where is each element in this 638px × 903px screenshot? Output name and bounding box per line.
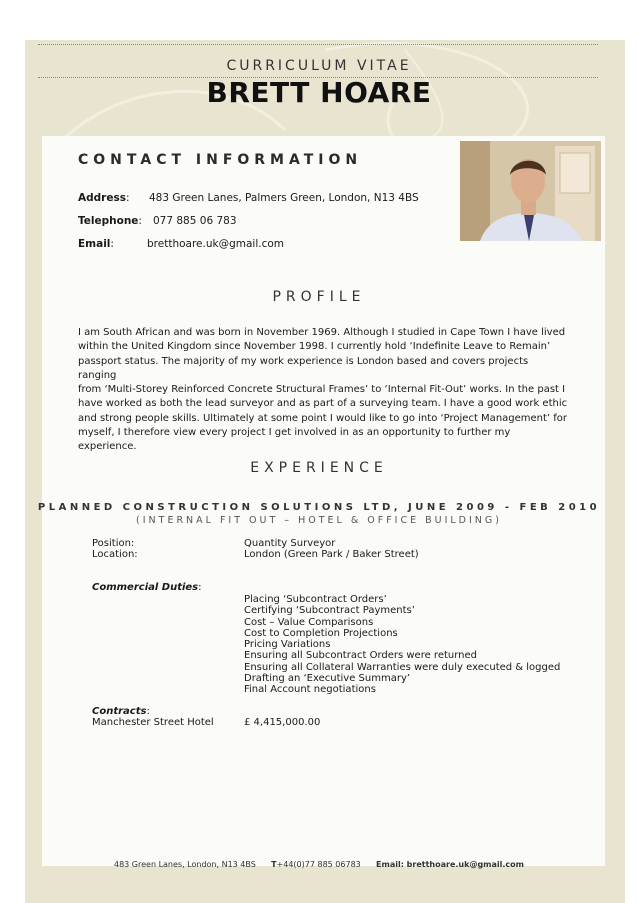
position-value: Quantity Surveyor — [244, 538, 336, 549]
location-label: Location: — [92, 549, 138, 560]
company-subtitle: (INTERNAL FIT OUT – HOTEL & OFFICE BUILDING) — [136, 515, 502, 526]
duty-item: Ensuring all Subcontract Orders were returned — [244, 650, 478, 662]
candidate-name: BRETT HOARE — [206, 76, 432, 109]
experience-heading: EXPERIENCE — [250, 460, 388, 476]
location-value: London (Green Park / Baker Street) — [244, 549, 419, 560]
duties-list — [244, 594, 560, 696]
address-label: Address — [78, 192, 126, 204]
page-footer — [0, 860, 638, 869]
portrait-image — [460, 141, 601, 241]
profile-photo — [460, 141, 601, 241]
telephone-row: Telephone: — [78, 215, 142, 227]
duty-item: Cost to Completion Projections — [244, 627, 398, 639]
profile-line: within the United Kingdom since November 1998. I currently hold ‘Indefinite Leave to Remain’ — [78, 341, 551, 353]
footer-telephone: +44(0)77 885 06783 — [276, 860, 361, 869]
contract-value: £ 4,415,000.00 — [244, 717, 321, 728]
content-sheet — [42, 136, 605, 866]
telephone-label: Telephone — [78, 215, 139, 227]
profile-line: myself, I therefore view every project I get involved in as an opportunity to further my experience. — [78, 427, 511, 453]
email-value: bretthoare.uk@gmail.com — [147, 238, 285, 250]
footer-email: Email: bretthoare.uk@gmail.com — [376, 860, 525, 869]
profile-line: have worked as both the lead surveyor and as part of a surveying team. I have a good work ethic — [78, 398, 568, 410]
telephone-value: 077 885 06 783 — [153, 215, 237, 227]
address-value: 483 Green Lanes, Palmers Green, London, N13 4BS — [149, 192, 419, 204]
contracts-heading: Contracts: — [92, 706, 150, 717]
profile-line: and strong people skills. Ultimately at some point I would like to go into ‘Project Management’ for — [78, 412, 568, 424]
email-row: Email: — [78, 238, 114, 250]
position-label: Position: — [92, 538, 135, 549]
profile-line: passport status. The majority of my work experience is London based and covers projects ranging — [78, 355, 529, 381]
profile-heading: PROFILE — [272, 289, 366, 305]
duty-item: Cost – Value Comparisons — [244, 616, 374, 628]
profile-text — [78, 326, 568, 455]
duty-item: Final Account negotiations — [244, 684, 376, 696]
profile-line: I am South African and was born in November 1969. Although I studied in Cape Town I have lived — [78, 327, 566, 338]
contact-heading: CONTACT INFORMATION — [78, 152, 363, 168]
duty-item: Certifying ‘Subcontract Payments’ — [244, 605, 415, 617]
footer-tel-prefix: T — [271, 860, 277, 869]
duty-item: Drafting an ‘Executive Summary’ — [244, 673, 411, 685]
cv-title: CURRICULUM VITAE — [226, 58, 412, 74]
company-heading: PLANNED CONSTRUCTION SOLUTIONS LTD, JUNE 2009 - FEB 2010 — [37, 502, 601, 513]
email-label: Email — [78, 238, 111, 250]
duties-heading: Commercial Duties: — [92, 582, 202, 593]
divider — [38, 44, 598, 45]
address-row: Address: — [78, 192, 130, 204]
footer-address: 483 Green Lanes, London, N13 4BS — [113, 860, 256, 869]
duty-item: Placing ‘Subcontract Orders’ — [244, 594, 387, 605]
contracts-label: Contracts — [92, 706, 147, 717]
duty-item: Ensuring all Collateral Warranties were duly executed & logged — [244, 661, 561, 673]
profile-line: from ‘Multi-Storey Reinforced Concrete Structural Frames’ to ‘Internal Fit-Out’ works. In the past I — [78, 384, 566, 396]
contract-name: Manchester Street Hotel — [92, 717, 214, 728]
duties-label: Commercial Duties — [92, 582, 199, 593]
duty-item: Pricing Variations — [244, 639, 331, 651]
